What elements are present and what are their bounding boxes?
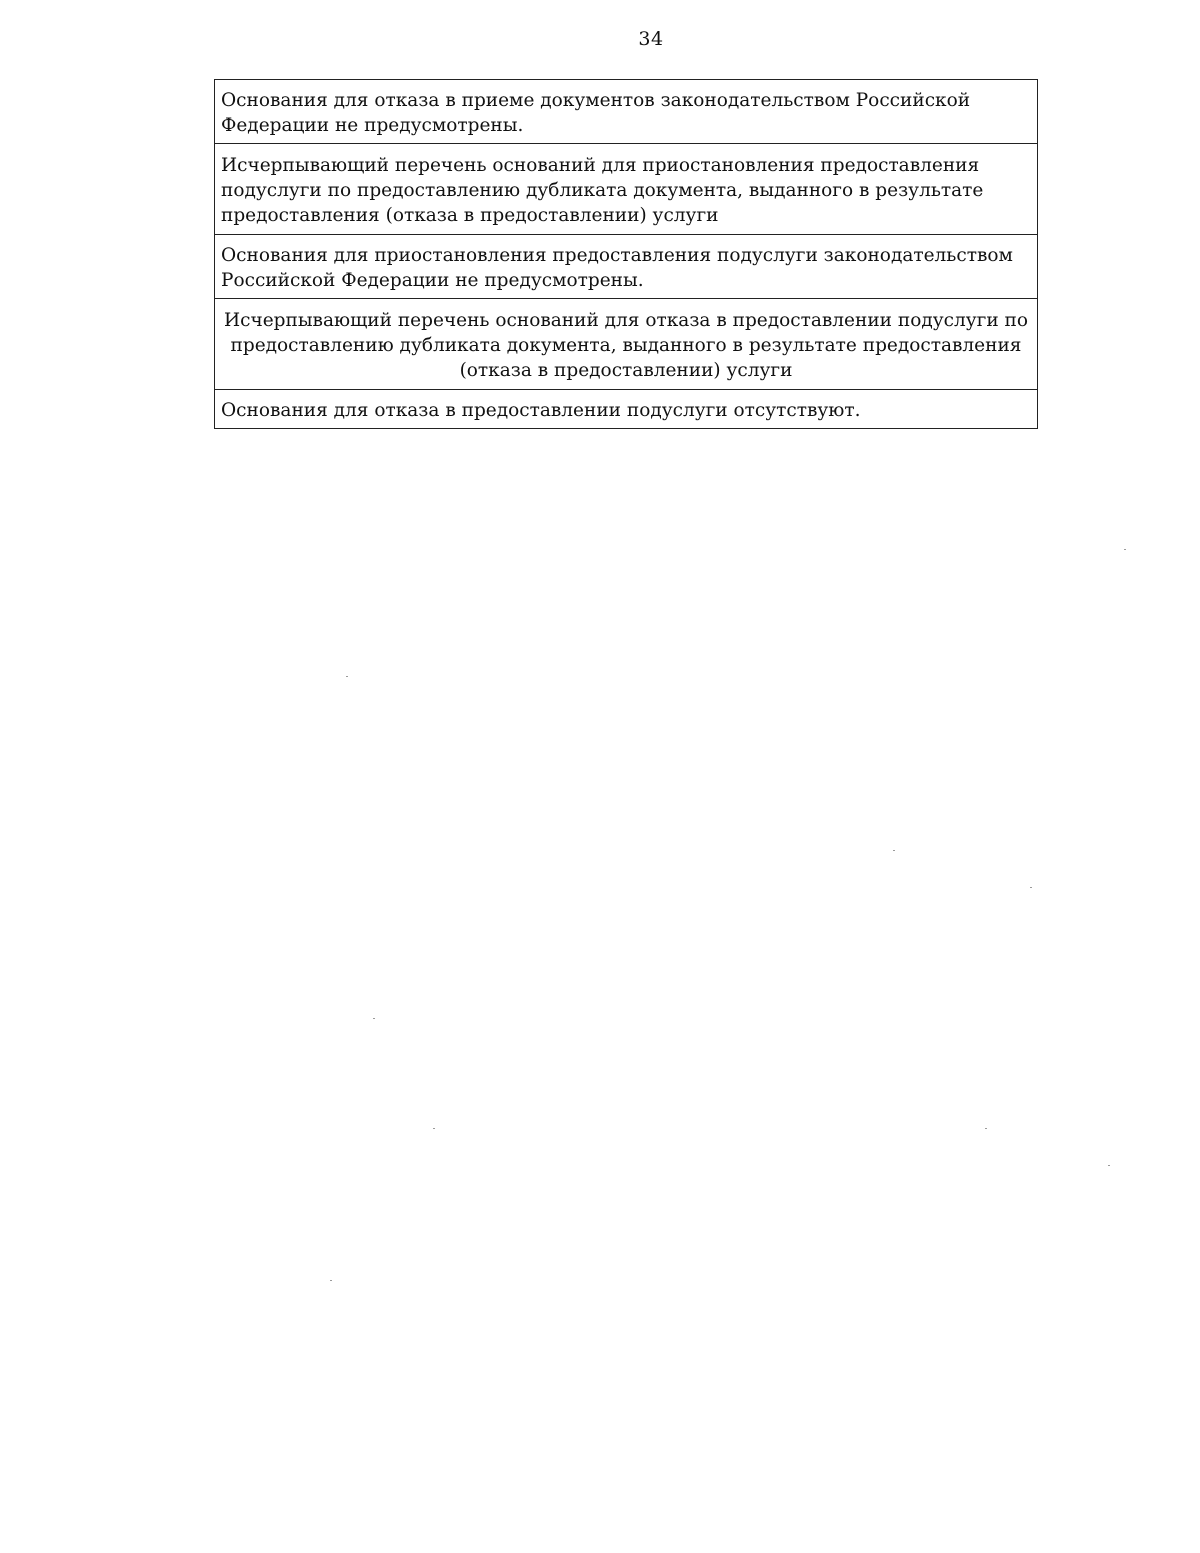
scan-speck: [1108, 1165, 1110, 1166]
suspension-grounds-heading: Исчерпывающий перечень оснований для приостановления предоставления подуслуги по предоставлению дубликата документа, выданного в результате предоставления (отказа в предоставлении) услуги: [215, 144, 1038, 235]
scan-speck: [1124, 549, 1126, 550]
document-table: [214, 79, 1038, 429]
scan-speck: [373, 1018, 375, 1019]
scan-speck: [346, 676, 348, 677]
table-row: [215, 144, 1038, 235]
table-row: [215, 299, 1038, 390]
scan-speck: [433, 1128, 435, 1129]
table-row: [215, 235, 1038, 299]
table-row: [215, 390, 1038, 429]
table-row: [215, 80, 1038, 144]
scan-speck: [1030, 887, 1032, 888]
scan-speck: [985, 1128, 987, 1129]
scan-speck: [893, 850, 895, 851]
scan-speck: [330, 1280, 332, 1281]
page-number: 34: [638, 28, 664, 50]
refusal-grounds-heading: Исчерпывающий перечень оснований для отказа в предоставлении подуслуги по предоставлению дубликата документа, выданного в результате предоставления (отказа в предоставлении) услуги: [215, 299, 1038, 390]
refusal-grounds-text: Основания для отказа в предоставлении подуслуги отсутствуют.: [215, 390, 1038, 429]
suspension-grounds-text: Основания для приостановления предоставления подуслуги законодательством Российской Федерации не предусмотрены.: [215, 235, 1038, 299]
refusal-acceptance-grounds-text: Основания для отказа в приеме документов законодательством Российской Федерации не предусмотрены.: [215, 80, 1038, 144]
